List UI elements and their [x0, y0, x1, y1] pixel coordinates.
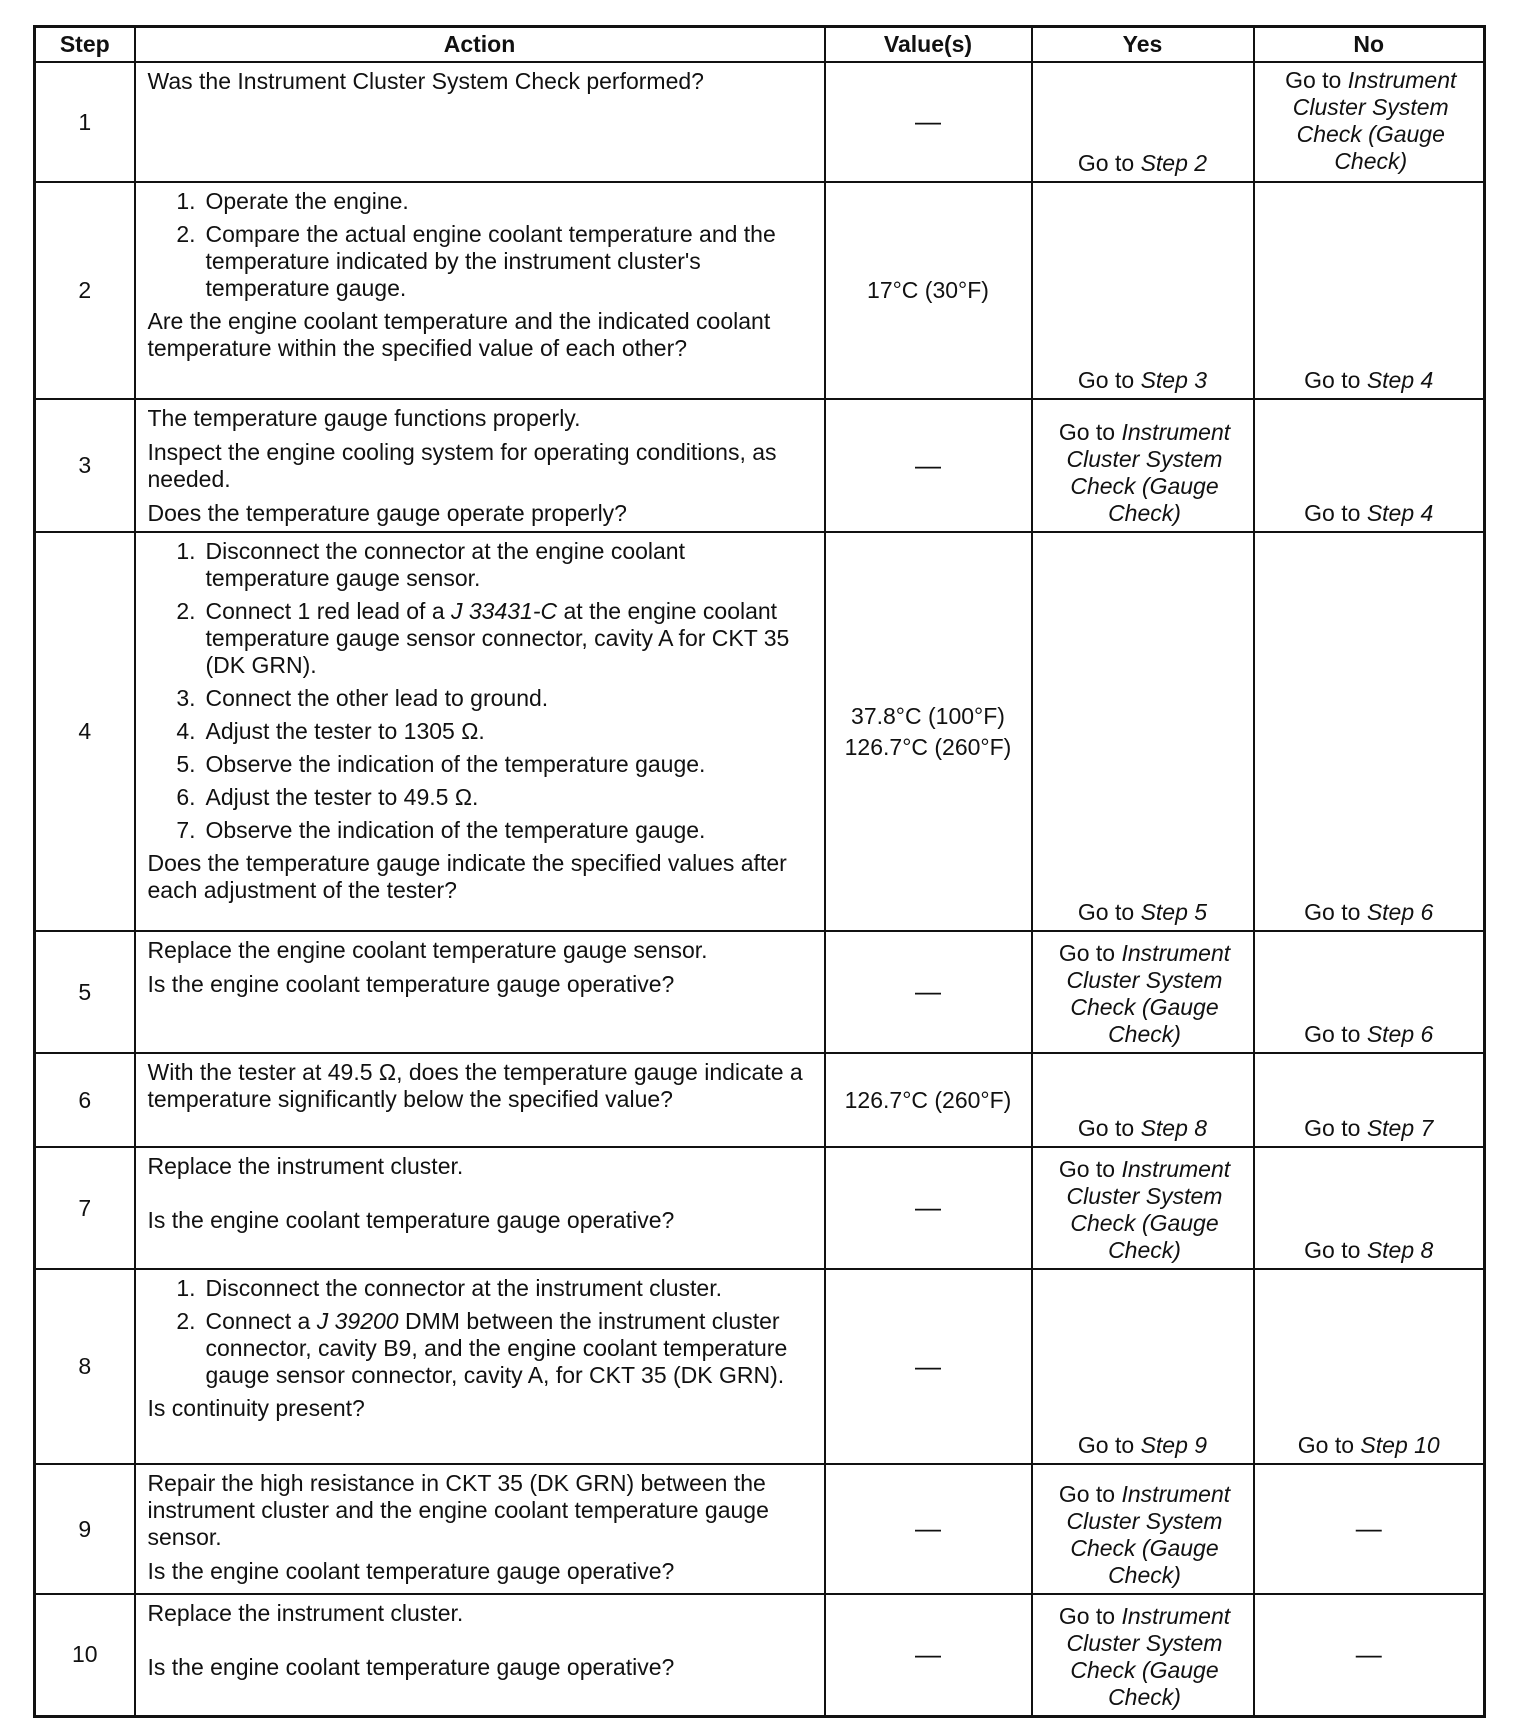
step-number: 7 [35, 1147, 135, 1269]
goto-prefix: Go to [1077, 899, 1135, 925]
action-question: Is the engine coolant temperature gauge operative? [147, 1207, 675, 1233]
action-cell [135, 1464, 825, 1594]
no-cell [1254, 1147, 1485, 1269]
value-text: 126.7°C (260°F) [844, 733, 1012, 760]
goto-prefix: Go to [1058, 1481, 1116, 1507]
action-question: Is the engine coolant temperature gauge operative? [147, 1558, 675, 1584]
yes-cell [1032, 182, 1254, 399]
action-text: The temperature gauge functions properly. [147, 405, 581, 431]
list-item: 7. Observe the indication of the temperature gauge. [176, 817, 706, 843]
value-text: — [915, 106, 941, 136]
yes-cell [1032, 1053, 1254, 1147]
goto-link[interactable]: Step 4 [1366, 367, 1434, 393]
action-cell [135, 182, 825, 399]
tool-number: J 33431-C [451, 598, 558, 624]
action-cell [135, 62, 825, 182]
goto-link[interactable]: Instrument Cluster System Check (Gauge Check) [1066, 1481, 1231, 1588]
header-action: Action [135, 27, 825, 63]
diagnostic-table-sheet [33, 25, 1483, 1718]
table-row [35, 1594, 1485, 1716]
goto-link[interactable]: Step 2 [1140, 150, 1208, 176]
table-row [35, 1147, 1485, 1269]
action-steps [148, 1275, 814, 1389]
value-cell [825, 182, 1032, 399]
value-text: — [915, 1638, 941, 1669]
action-text: Was the Instrument Cluster System Check performed? [147, 68, 704, 94]
action-question: Are the engine coolant temperature and the indicated coolant temperature within the specified value of each other? [147, 308, 771, 361]
list-item: 2. Compare the actual engine coolant temperature and the temperature indicated by the instrument cluster's temperature gauge. [176, 221, 776, 301]
yes-cell [1032, 1594, 1254, 1716]
list-item: 2. Connect a J 39200 DMM between the instrument cluster connector, cavity B9, and the engine coolant temperature gauge sensor connector, cavity A, for CKT 35 (DK GRN). [176, 1308, 788, 1388]
goto-prefix: Go to [1058, 1602, 1116, 1629]
goto-link[interactable]: Step 8 [1140, 1115, 1208, 1141]
action-text: Inspect the engine cooling system for operating conditions, as needed. [147, 439, 777, 492]
value-cell [825, 1269, 1032, 1464]
yes-cell [1032, 1269, 1254, 1464]
list-item: 3. Connect the other lead to ground. [176, 685, 549, 711]
no-cell [1254, 931, 1485, 1053]
goto-prefix: Go to [1058, 940, 1116, 966]
goto-prefix: Go to [1297, 1432, 1355, 1458]
value-text: 37.8°C (100°F) [851, 702, 1005, 729]
action-cell [135, 931, 825, 1053]
table-row [35, 399, 1485, 532]
goto-link[interactable]: Step 6 [1366, 1021, 1434, 1047]
goto-link[interactable]: Step 7 [1366, 1115, 1434, 1141]
action-steps [148, 538, 814, 844]
yes-cell [1032, 399, 1254, 532]
action-text: Replace the engine coolant temperature gauge sensor. [147, 937, 708, 963]
no-cell [1254, 1594, 1485, 1716]
value-cell [825, 1464, 1032, 1594]
table-row [35, 182, 1485, 399]
value-cell [825, 399, 1032, 532]
action-cell [135, 1053, 825, 1147]
action-cell [135, 532, 825, 931]
value-cell [825, 1053, 1032, 1147]
goto-prefix: Go to [1077, 1115, 1135, 1141]
table-row [35, 532, 1485, 931]
value-cell [825, 62, 1032, 182]
action-cell [135, 1147, 825, 1269]
action-cell [135, 399, 825, 532]
header-yes: Yes [1032, 27, 1254, 63]
value-cell [825, 931, 1032, 1053]
table-row [35, 1464, 1485, 1594]
goto-prefix: Go to [1058, 1156, 1116, 1182]
list-item: 5. Observe the indication of the temperature gauge. [176, 751, 706, 777]
yes-cell [1032, 1464, 1254, 1594]
action-question: Does the temperature gauge operate properly? [147, 500, 627, 526]
no-cell [1254, 532, 1485, 931]
value-cell [825, 1147, 1032, 1269]
tool-number: J 39200 [316, 1308, 399, 1334]
step-number: 9 [35, 1464, 135, 1594]
table-row [35, 1269, 1485, 1464]
value-text: — [915, 976, 941, 1006]
yes-cell [1032, 532, 1254, 931]
goto-prefix: Go to [1285, 67, 1342, 93]
value-text: 17°C (30°F) [867, 277, 989, 303]
goto-link[interactable]: Step 4 [1366, 500, 1434, 526]
yes-cell [1032, 931, 1254, 1053]
header-step: Step [35, 27, 135, 63]
action-question: With the tester at 49.5 Ω, does the temperature gauge indicate a temperature significantly below the specified value? [147, 1059, 803, 1112]
action-cell [135, 1269, 825, 1464]
list-item: 1. Operate the engine. [176, 188, 409, 214]
goto-prefix: Go to [1077, 150, 1135, 176]
value-text: — [915, 1350, 941, 1381]
list-item: 2. Connect 1 red lead of a J 33431-C at the engine coolant temperature gauge sensor connector, cavity A for CKT 35 (DK GRN). [176, 598, 790, 678]
header-no: No [1254, 27, 1485, 63]
step-number: 2 [35, 182, 135, 399]
goto-link[interactable]: Instrument Cluster System Check (Gauge Check) [1066, 419, 1231, 526]
goto-prefix: Go to [1058, 419, 1116, 445]
goto-prefix: Go to [1304, 1115, 1361, 1141]
no-cell [1254, 62, 1485, 182]
goto-link[interactable]: Step 3 [1140, 367, 1208, 393]
list-item: 1. Disconnect the connector at the instrument cluster. [176, 1275, 722, 1301]
step-number: 5 [35, 931, 135, 1053]
step-number: 3 [35, 399, 135, 532]
action-text: Repair the high resistance in CKT 35 (DK GRN) between the instrument cluster and the engine coolant temperature gauge sensor. [147, 1470, 769, 1550]
goto-link[interactable]: Instrument Cluster System Check (Gauge Check) [1066, 940, 1231, 1047]
no-cell [1254, 1464, 1485, 1594]
goto-prefix: Go to [1304, 1237, 1361, 1263]
value-text: — [915, 1513, 941, 1543]
no-cell [1254, 182, 1485, 399]
value-text: — [915, 1192, 941, 1222]
goto-prefix: Go to [1077, 367, 1135, 393]
step-number: 8 [35, 1269, 135, 1464]
goto-link[interactable]: Step 8 [1366, 1237, 1434, 1263]
diagnostic-table [33, 25, 1486, 1718]
goto-prefix: Go to [1304, 899, 1361, 925]
action-steps [148, 188, 814, 302]
goto-prefix: Go to [1077, 1432, 1135, 1458]
goto-link[interactable]: Step 6 [1366, 899, 1434, 925]
goto-prefix: Go to [1304, 1021, 1361, 1047]
header-values: Value(s) [825, 27, 1032, 63]
list-item: 4. Adjust the tester to 1305 Ω. [176, 718, 485, 744]
value-text: — [915, 449, 941, 480]
action-text: Replace the instrument cluster. [147, 1153, 464, 1179]
goto-prefix: Go to [1304, 367, 1361, 393]
no-cell [1254, 1053, 1485, 1147]
step-number: 6 [35, 1053, 135, 1147]
table-row [35, 931, 1485, 1053]
list-item: 6. Adjust the tester to 49.5 Ω. [176, 784, 479, 810]
yes-cell [1032, 62, 1254, 182]
yes-cell [1032, 1147, 1254, 1269]
no-cell [1254, 399, 1485, 532]
value-text: 126.7°C (260°F) [844, 1086, 1012, 1113]
value-text: — [1355, 1638, 1382, 1669]
goto-link[interactable]: Instrument Cluster System Check (Gauge Check) [1066, 1602, 1231, 1710]
action-question: Is continuity present? [147, 1395, 365, 1421]
list-item: 1. Disconnect the connector at the engine coolant temperature gauge sensor. [176, 538, 685, 591]
table-row [35, 62, 1485, 182]
action-cell [135, 1594, 825, 1716]
step-number: 4 [35, 532, 135, 931]
action-question: Does the temperature gauge indicate the specified values after each adjustment of the tester? [147, 850, 787, 903]
table-header-row [35, 27, 1485, 63]
table-row [35, 1053, 1485, 1147]
goto-prefix: Go to [1304, 500, 1361, 526]
goto-link[interactable]: Instrument Cluster System Check (Gauge Check) [1292, 67, 1457, 174]
step-number: 10 [35, 1594, 135, 1716]
goto-link[interactable]: Step 9 [1140, 1432, 1208, 1458]
value-text: — [1355, 1513, 1382, 1543]
action-question: Is the engine coolant temperature gauge operative? [147, 971, 675, 997]
goto-link[interactable]: Step 5 [1140, 899, 1208, 925]
step-number: 1 [35, 62, 135, 182]
goto-link[interactable]: Step 10 [1360, 1432, 1440, 1458]
value-cell [825, 1594, 1032, 1716]
value-cell [825, 532, 1032, 931]
action-text: Replace the instrument cluster. [147, 1600, 464, 1626]
goto-link[interactable]: Instrument Cluster System Check (Gauge Check) [1066, 1156, 1231, 1263]
no-cell [1254, 1269, 1485, 1464]
action-question: Is the engine coolant temperature gauge operative? [147, 1654, 675, 1680]
